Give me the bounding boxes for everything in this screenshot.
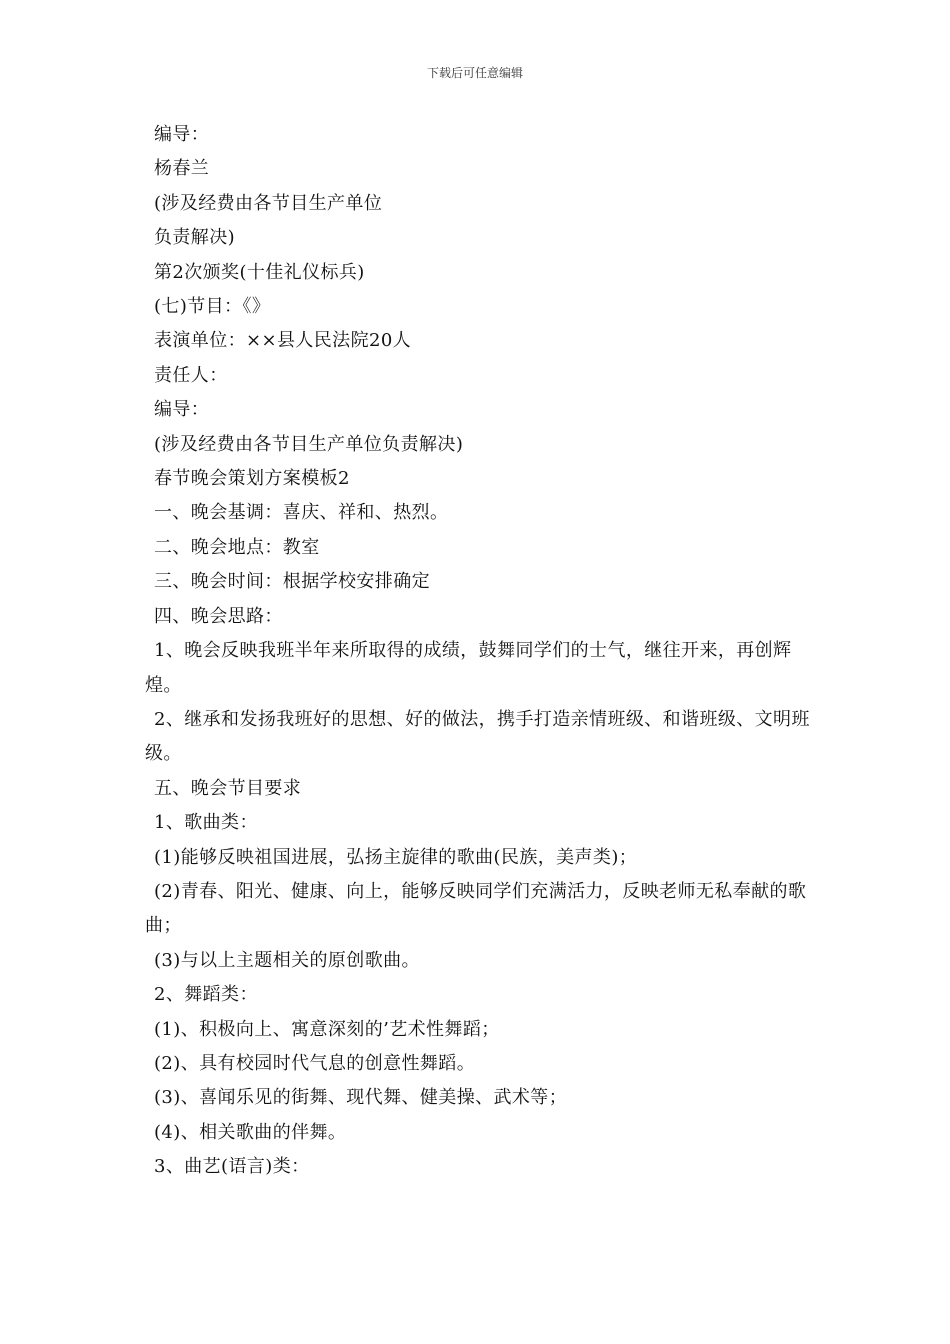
text-line: 五、晚会节目要求 <box>154 777 302 799</box>
text-line: (涉及经费由各节目生产单位 <box>154 192 383 214</box>
text-line: (1)、积极向上、寓意深刻的’艺术性舞蹈； <box>154 1018 500 1040</box>
text-line: (4)、相关歌曲的伴舞。 <box>154 1121 347 1143</box>
text-line: 二、晚会地点：教室 <box>154 536 320 558</box>
text-line: 1、歌曲类： <box>154 812 258 834</box>
text-line: 一、晚会基调：喜庆、祥和、热烈。 <box>154 502 449 524</box>
page-header: 下载后可任意编辑 <box>426 66 523 80</box>
text-line: (3)、喜闻乐见的街舞、现代舞、健美操、武术等； <box>154 1087 568 1109</box>
text-line: 三、晚会时间：根据学校安排确定 <box>154 571 430 593</box>
paragraph: 1、晚会反映我班半年来所取得的成绩，鼓舞同学们的士气，继往开来，再创辉煌。 <box>145 640 792 696</box>
paragraph: 2、继承和发扬我班好的思想、好的做法，携手打造亲情班级、和谐班级、文明班级。 <box>145 708 810 765</box>
text-line: 表演单位：××县人民法院20人 <box>154 330 412 352</box>
text-line: (涉及经费由各节目生产单位负责解决) <box>154 433 464 455</box>
text-line: 编导： <box>154 124 210 145</box>
text-line: (2)、具有校园时代气息的创意性舞蹈。 <box>154 1052 476 1074</box>
document-body <box>145 118 815 1185</box>
text-line: 编导： <box>154 399 210 421</box>
text-line: (3)与以上主题相关的原创歌曲。 <box>154 949 420 971</box>
text-line: 3、曲艺(语言)类： <box>154 1156 310 1178</box>
text-line: (七)节目：《》 <box>154 296 271 318</box>
text-line: 责任人： <box>154 364 228 386</box>
paragraph: (2)青春、阳光、健康、向上，能够反映同学们充满活力，反映老师无私奉献的歌曲； <box>145 880 807 937</box>
text-line: 四、晚会思路： <box>154 605 283 627</box>
section-title: 春节晚会策划方案模板2 <box>154 468 350 490</box>
text-line: 负责解决) <box>154 227 236 249</box>
text-line: 杨春兰 <box>154 158 210 180</box>
text-line: (1)能够反映祖国进展，弘扬主旋律的歌曲(民族，美声类)； <box>154 846 638 868</box>
text-line: 第2次颁奖(十佳礼仪标兵) <box>154 261 365 283</box>
text-line: 2、舞蹈类： <box>154 984 258 1006</box>
